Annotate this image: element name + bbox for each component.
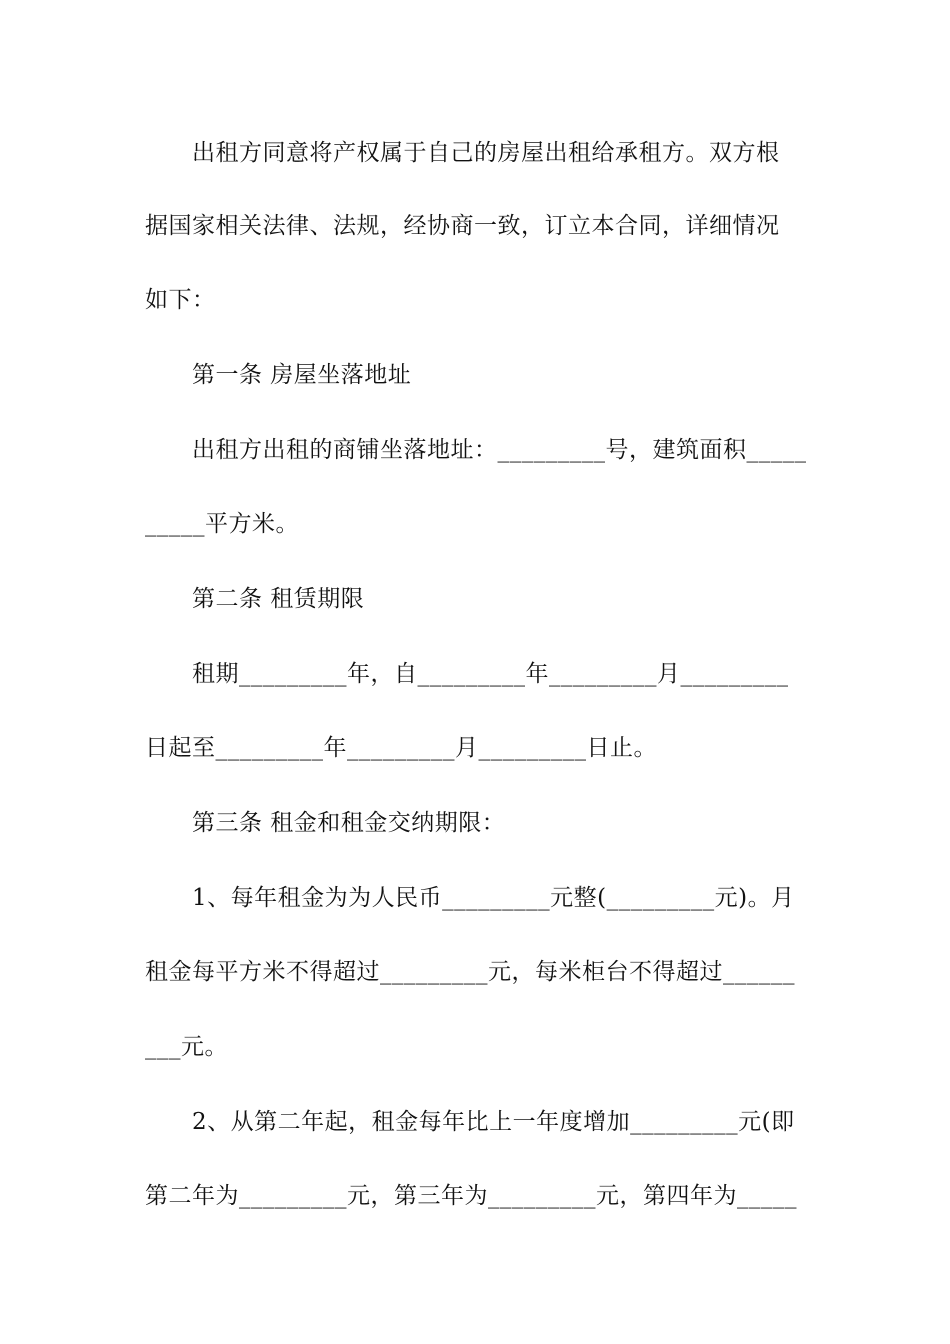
article-3-item-1-line-3: ___元。: [145, 1034, 228, 1060]
article-1-address-line-2: _____平方米。: [145, 511, 299, 537]
article-3-heading: 第三条 租金和租金交纳期限：: [145, 810, 506, 836]
article-3-item-2-line-1: 2、从第二年起，租金每年比上一年度增加_________元(即: [145, 1109, 795, 1135]
article-2-term-line-2: 日起至_________年_________月_________日止。: [145, 735, 657, 761]
article-1-address-line-1: 出租方出租的商铺坐落地址：_________号，建筑面积_____: [145, 437, 807, 463]
paragraph-intro-line-3: 如下：: [145, 287, 216, 313]
article-2-heading: 第二条 租赁期限: [145, 586, 365, 612]
article-2-term-line-1: 租期_________年，自_________年_________月_________: [145, 661, 789, 687]
article-3-item-1-line-2: 租金每平方米不得超过_________元，每米柜台不得超过______: [145, 959, 795, 985]
article-3-item-1-line-1: 1、每年租金为为人民币_________元整(_________元)。月: [145, 885, 795, 911]
article-3-item-2-line-2: 第二年为_________元，第三年为_________元，第四年为_____: [145, 1183, 797, 1209]
article-1-heading: 第一条 房屋坐落地址: [145, 362, 412, 388]
paragraph-intro-line-1: 出租方同意将产权属于自己的房屋出租给承租方。双方根: [145, 140, 780, 166]
paragraph-intro-line-2: 据国家相关法律、法规，经协商一致，订立本合同，详细情况: [145, 213, 780, 239]
